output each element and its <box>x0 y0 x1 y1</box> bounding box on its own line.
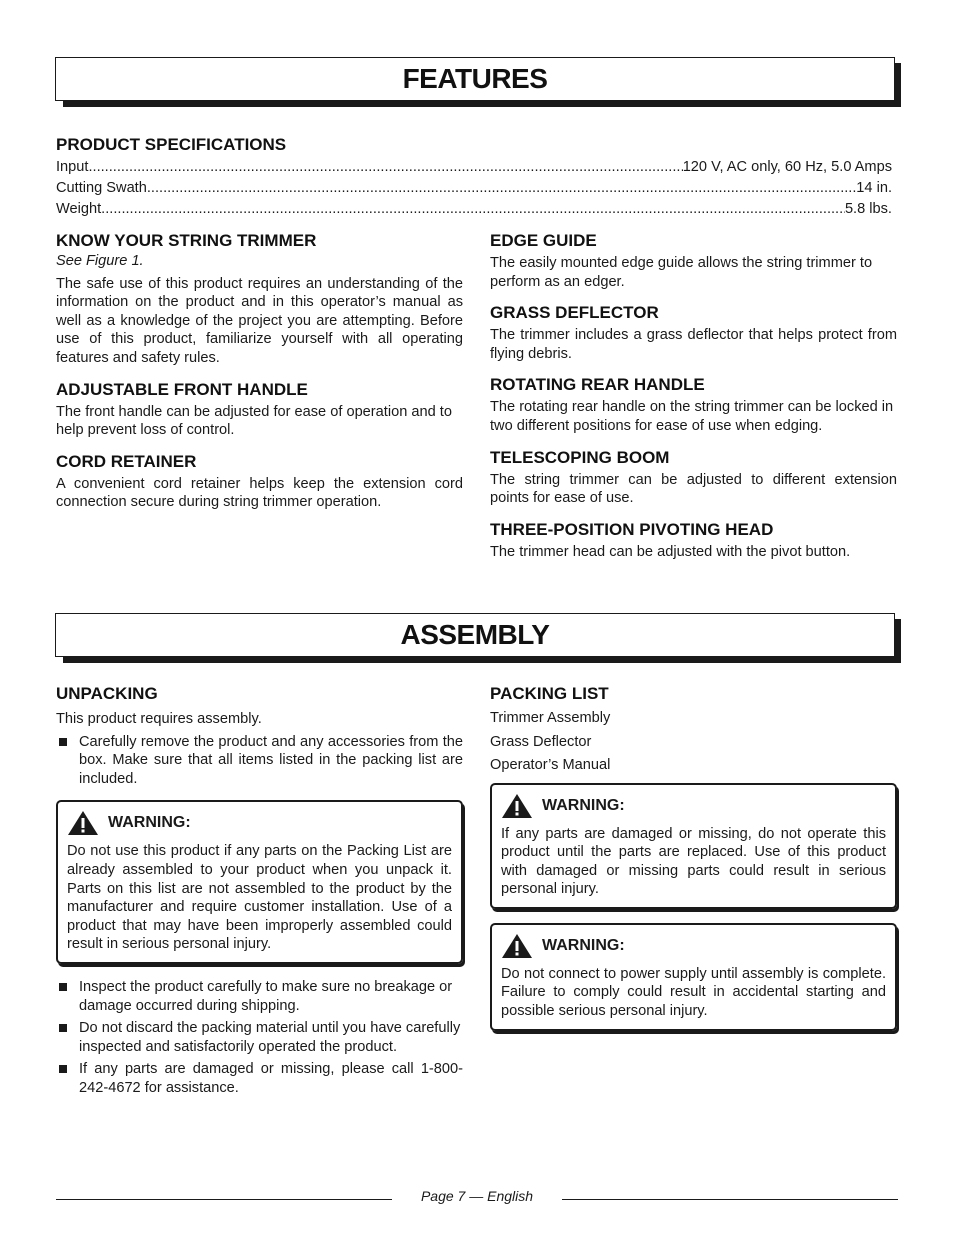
warning-text: Do not connect to power supply until assembly is complete. Failure to comply could result in accidental starting and possible serious personal injury. <box>501 965 886 1020</box>
bullet-square-icon <box>59 983 67 991</box>
know-your-string-trimmer: KNOW YOUR STRING TRIMMER See Figure 1. The safe use of this product requires an understanding of the information on the product and in this operator’s manual as well as a knowledge of the project you are attempting. Before use of this product, familiarize yourself with all operating features and safety rules. <box>56 231 463 366</box>
rotating-rear-handle: ROTATING REAR HANDLE The rotating rear handle on the string trimmer can be locked in two different positions for ease of use when edging. <box>490 375 894 434</box>
warning-text: If any parts are damaged or missing, do not operate this product until the parts are replaced. Use of this product with damaged or missing parts could result in serious personal injury. <box>501 825 886 898</box>
features-banner <box>55 57 895 101</box>
features-right-column <box>490 231 897 573</box>
adjustable-front-handle: ADJUSTABLE FRONT HANDLE The front handle can be adjusted for ease of operation and to help prevent loss of control. <box>56 379 452 439</box>
specs-heading: PRODUCT SPECIFICATIONS <box>56 135 287 154</box>
telescoping-boom: TELESCOPING BOOM The string trimmer can be adjusted to different extension points for ease of use. <box>490 447 897 507</box>
warning-box-power-supply <box>490 923 897 1031</box>
see-figure-note: See Figure 1. <box>56 253 144 269</box>
list-item: If any parts are damaged or missing, please call 1-800-242-4672 for assistance. <box>56 1060 463 1097</box>
bullet-square-icon <box>59 1024 67 1032</box>
spec-row-cutting-swath: Cutting Swath ..... 14 in. <box>56 178 892 199</box>
product-specifications <box>56 135 892 220</box>
page-footer <box>56 1188 898 1208</box>
spec-row-input: Input ..... 120 V, AC only, 60 Hz, 5.0 Amps <box>56 157 892 178</box>
warning-label: WARNING: <box>108 814 191 832</box>
unpacking-column <box>56 684 463 1098</box>
list-item: Grass Deflector <box>490 733 592 750</box>
bullet-square-icon <box>59 1065 67 1073</box>
spec-row-weight: Weight ..... 5.8 lbs. <box>56 199 892 220</box>
packing-list <box>490 707 897 778</box>
bullet-square-icon <box>59 738 67 746</box>
list-item: Carefully remove the product and any accessories from the box. Make sure that all items listed in the packing list are included. <box>56 733 463 789</box>
page-number: Page 7 — English <box>420 1188 534 1204</box>
features-title: FEATURES <box>402 63 548 94</box>
warning-triangle-icon <box>501 793 533 819</box>
warning-label: WARNING: <box>542 796 625 814</box>
warning-triangle-icon <box>501 933 533 959</box>
warning-text: Do not use this product if any parts on the Packing List are already assembled to your product when you unpack it. Parts on this list are not assembled to the product by the manufacturer and require customer installation. Use of a product that may have been improperly assembled could result in serious personal injury. <box>67 843 452 953</box>
packing-list-column <box>490 684 897 1045</box>
unpacking-intro: This product requires assembly. <box>56 711 262 727</box>
packing-list-heading: PACKING LIST <box>490 684 609 703</box>
three-position-pivoting-head: THREE-POSITION PIVOTING HEAD The trimmer head can be adjusted with the pivot button. <box>490 519 851 560</box>
grass-deflector: GRASS DEFLECTOR The trimmer includes a grass deflector that helps protect from flying debris. <box>490 303 897 362</box>
warning-box-damaged-parts <box>490 783 897 909</box>
list-item: Trimmer Assembly <box>490 710 611 726</box>
unpacking-heading: UNPACKING <box>56 684 158 703</box>
features-left-column <box>56 231 463 524</box>
warning-triangle-icon <box>67 810 99 836</box>
footer-rule-right <box>562 1199 898 1200</box>
assembly-banner <box>55 613 895 657</box>
list-item: Inspect the product carefully to make sure no breakage or damage occurred during shipping. <box>56 978 463 1015</box>
list-item: Do not discard the packing material until you have carefully inspected and satisfactorily operated the product. <box>56 1019 463 1056</box>
cord-retainer: CORD RETAINER A convenient cord retainer helps keep the extension cord connection secure during string trimmer operation. <box>56 451 463 511</box>
warning-label: WARNING: <box>542 936 625 954</box>
assembly-title: ASSEMBLY <box>400 619 550 650</box>
list-item: Operator’s Manual <box>490 757 611 773</box>
warning-box-unpacking <box>56 800 463 964</box>
edge-guide: EDGE GUIDE The easily mounted edge guide allows the string trimmer to perform as an edger. <box>490 231 873 290</box>
